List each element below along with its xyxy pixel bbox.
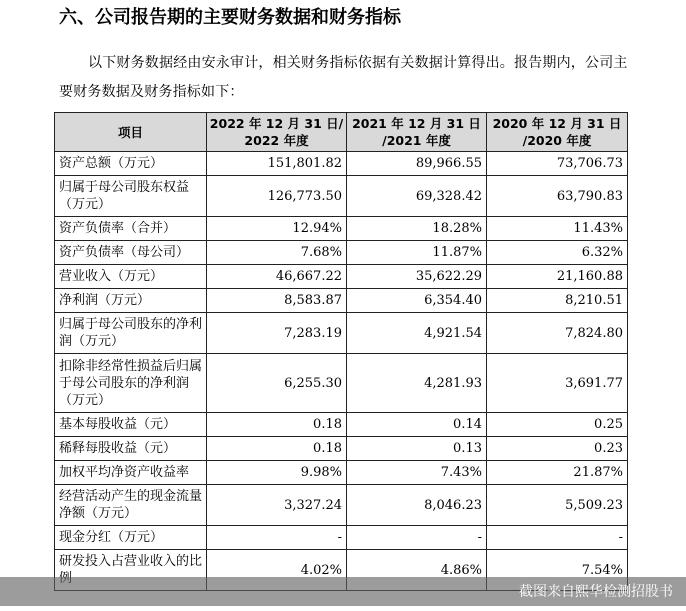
value-2020: 21,160.88	[487, 265, 628, 289]
row-label: 基本每股收益（元）	[55, 413, 207, 437]
value-2020: 11.43%	[487, 217, 628, 241]
section-heading: 六、公司报告期的主要财务数据和财务指标	[59, 7, 401, 28]
value-2020: 8,210.51	[487, 289, 628, 313]
header-2020: 2020 年 12 月 31 日 /2020 年度	[487, 113, 628, 152]
value-2020: 0.23	[487, 437, 628, 461]
row-label: 归属于母公司股东权益（万元）	[55, 176, 207, 217]
value-2022: 151,801.82	[207, 152, 347, 176]
watermark-banner	[0, 577, 686, 606]
watermark-text: 截图来自熙华检测招股书	[519, 584, 673, 600]
value-2020: 63,790.83	[487, 176, 628, 217]
value-2021: 0.13	[347, 437, 487, 461]
value-2022: 7,283.19	[207, 313, 347, 354]
row-label: 净利润（万元）	[55, 289, 207, 313]
value-2020: 7,824.80	[487, 313, 628, 354]
row-label: 营业收入（万元）	[55, 265, 207, 289]
value-2020: 3,691.77	[487, 354, 628, 413]
value-2022: 7.68%	[207, 241, 347, 265]
value-2021: 7.43%	[347, 461, 487, 485]
value-2021: 35,622.29	[347, 265, 487, 289]
value-2022: 12.94%	[207, 217, 347, 241]
value-2020: 5,509.23	[487, 485, 628, 526]
value-2021: 4,281.93	[347, 354, 487, 413]
value-2021: 4,921.54	[347, 313, 487, 354]
value-2020: 21.87%	[487, 461, 628, 485]
value-2022: -	[207, 526, 347, 550]
value-2022: 46,667.22	[207, 265, 347, 289]
row-label: 现金分红（万元）	[55, 526, 207, 550]
row-label: 经营活动产生的现金流量净额（万元）	[55, 485, 207, 526]
value-2021: 89,966.55	[347, 152, 487, 176]
value-2021: 0.14	[347, 413, 487, 437]
value-2021: -	[347, 526, 487, 550]
table-row	[55, 485, 628, 526]
value-2022: 126,773.50	[207, 176, 347, 217]
row-label: 扣除非经常性损益后归属于母公司股东的净利润（万元）	[55, 354, 207, 413]
row-label: 归属于母公司股东的净利润（万元）	[55, 313, 207, 354]
value-2021: 8,046.23	[347, 485, 487, 526]
value-2022: 4.02%	[207, 550, 347, 591]
value-2020: 6.32%	[487, 241, 628, 265]
value-2020: 73,706.73	[487, 152, 628, 176]
row-label: 资产负债率（母公司）	[55, 241, 207, 265]
table-row	[55, 265, 628, 289]
table-header-row	[55, 113, 628, 152]
header-2022: 2022 年 12 月 31 日/ 2022 年度	[207, 113, 347, 152]
value-2021: 18.28%	[347, 217, 487, 241]
value-2021: 11.87%	[347, 241, 487, 265]
value-2022: 3,327.24	[207, 485, 347, 526]
table-row	[55, 354, 628, 413]
value-2022: 9.98%	[207, 461, 347, 485]
table-row	[55, 176, 628, 217]
table-row	[55, 241, 628, 265]
value-2022: 8,583.87	[207, 289, 347, 313]
row-label: 加权平均净资产收益率	[55, 461, 207, 485]
table-row	[55, 413, 628, 437]
row-label: 稀释每股收益（元）	[55, 437, 207, 461]
header-item: 项目	[55, 113, 207, 152]
value-2020: 0.25	[487, 413, 628, 437]
row-label: 资产总额（万元）	[55, 152, 207, 176]
value-2021: 69,328.42	[347, 176, 487, 217]
row-label: 资产负债率（合并）	[55, 217, 207, 241]
table-row	[55, 313, 628, 354]
table-row	[55, 289, 628, 313]
value-2022: 6,255.30	[207, 354, 347, 413]
row-label: 研发投入占营业收入的比	[55, 550, 207, 591]
intro-paragraph: 以下财务数据经由安永审计，相关财务指标依据有关数据计算得出。报告期内，公司主要财务数据及财务指标如下：	[59, 55, 628, 100]
table-row	[55, 437, 628, 461]
financial-data-table	[54, 112, 628, 591]
value-2020: -	[487, 526, 628, 550]
value-2022: 0.18	[207, 413, 347, 437]
table-row	[55, 461, 628, 485]
value-2020: 7.54%	[487, 550, 628, 591]
value-2021: 6,354.40	[347, 289, 487, 313]
value-2021: 4.86%	[347, 550, 487, 591]
table-row	[55, 217, 628, 241]
header-2021: 2021 年 12 月 31 日 /2021 年度	[347, 113, 487, 152]
table-row	[55, 526, 628, 550]
table-row	[55, 152, 628, 176]
value-2022: 0.18	[207, 437, 347, 461]
